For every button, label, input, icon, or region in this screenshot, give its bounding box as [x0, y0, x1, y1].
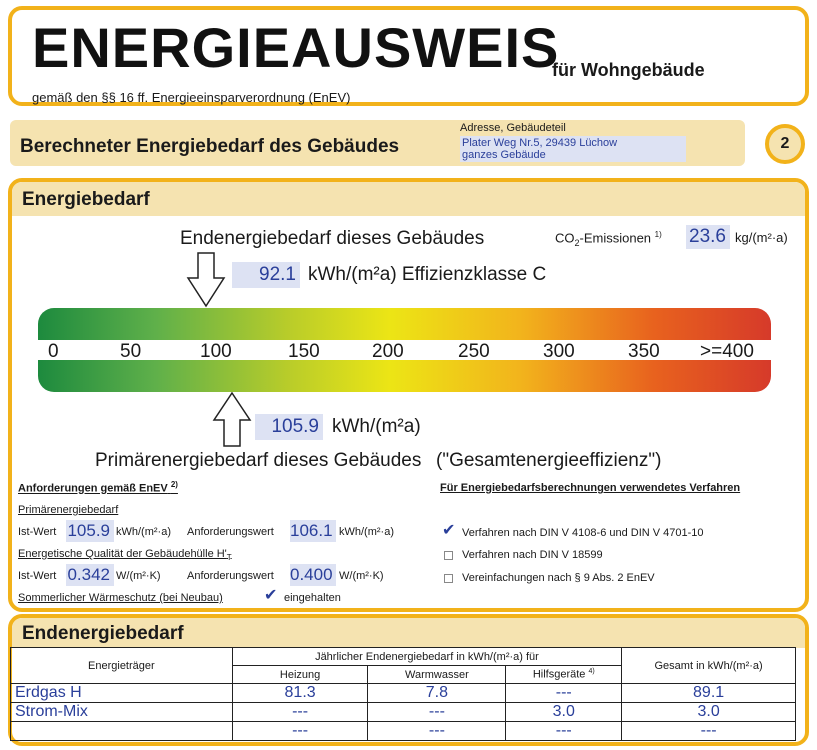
- summer-check-icon[interactable]: ✔: [264, 587, 278, 604]
- end-energy-value[interactable]: 92.1: [232, 262, 300, 288]
- primary-energy-value[interactable]: 105.9: [255, 414, 323, 440]
- ist2-label: Ist-Wert: [18, 570, 57, 582]
- document-subtitle: für Wohngebäude: [552, 60, 705, 80]
- cell-heizung[interactable]: 81.3: [232, 684, 368, 703]
- cell-name[interactable]: Erdgas H: [11, 684, 233, 703]
- end-energy-label: Endenergiebedarf dieses Gebäudes: [180, 228, 485, 249]
- method-3-checkbox[interactable]: [444, 574, 453, 583]
- cell-heizung[interactable]: ---: [232, 703, 368, 722]
- scale-tick: 250: [458, 341, 490, 362]
- primary-energy-label: Primärenergiebedarf dieses Gebäudes: [95, 450, 422, 471]
- efficiency-scale-bottom: [38, 360, 771, 392]
- cell-gesamt[interactable]: 3.0: [622, 703, 796, 722]
- anf2-label: Anforderungswert: [187, 570, 274, 582]
- summer-value: eingehalten: [284, 592, 341, 604]
- anf-label: Anforderungswert: [187, 526, 274, 538]
- cell-warmwasser[interactable]: 7.8: [368, 684, 506, 703]
- document-title: ENERGIEAUSWEIS: [32, 16, 560, 79]
- method-3-label: Vereinfachungen nach § 9 Abs. 2 EnEV: [462, 572, 655, 584]
- anf-unit: kWh/(m²·a): [339, 526, 394, 538]
- summer-sub: Sommerlicher Wärmeschutz (bei Neubau): [18, 592, 223, 604]
- cell-name[interactable]: [11, 722, 233, 741]
- address-line-2: ganzes Gebäude: [462, 149, 546, 161]
- ist2-value[interactable]: 0.342: [66, 564, 114, 586]
- co2-label: $CO_2$-Emissionen $^{1)}$: [555, 230, 662, 248]
- primary-energy-unit: kWh/(m²a): [332, 416, 421, 437]
- anf-value[interactable]: 106.1: [290, 520, 336, 542]
- cell-hilfs[interactable]: 3.0: [506, 703, 622, 722]
- address-line-1: Plater Weg Nr.5, 29439 Lüchow: [462, 137, 618, 149]
- col-hilfs: Hilfsgeräte $^{4)}$: [506, 666, 622, 684]
- method-2-label: Verfahren nach DIN V 18599: [462, 549, 603, 561]
- method-1-check-icon[interactable]: ✔: [442, 522, 456, 539]
- col-warmwasser: Warmwasser: [368, 666, 506, 684]
- header-box: [8, 6, 809, 106]
- endenergie-table: [10, 647, 796, 741]
- requirements-heading: Anforderungen gemäß EnEV $^{2)}$: [18, 480, 178, 495]
- method-2-checkbox[interactable]: [444, 551, 453, 560]
- cell-heizung[interactable]: ---: [232, 722, 368, 741]
- primary-energy-label-2: ("Gesamtenergieeffizienz"): [436, 450, 662, 471]
- cell-hilfs[interactable]: ---: [506, 684, 622, 703]
- cell-gesamt[interactable]: ---: [622, 722, 796, 741]
- scale-tick: 200: [372, 341, 404, 362]
- co2-unit: kg/(m²·a): [735, 230, 788, 245]
- scale-tick: >=400: [700, 341, 754, 362]
- quality-sub: Energetische Qualität der Gebäudehülle $H'_T$: [18, 548, 232, 563]
- methods-heading: Für Energiebedarfsberechnungen verwendetes Verfahren: [440, 482, 741, 494]
- ist-value[interactable]: 105.9: [66, 520, 114, 542]
- co2-value[interactable]: 23.6: [686, 225, 730, 249]
- section-title: Energiebedarf: [22, 189, 150, 210]
- address-field[interactable]: [460, 136, 686, 162]
- ist-unit: kWh/(m²·a): [116, 526, 171, 538]
- scale-tick: 50: [120, 341, 142, 362]
- ist-label: Ist-Wert: [18, 526, 57, 538]
- endenergie-title: Endenergiebedarf: [22, 623, 184, 644]
- table-row: [11, 684, 796, 703]
- scale-tick: 300: [543, 341, 575, 362]
- energiebedarf-header: [12, 182, 805, 216]
- cell-hilfs[interactable]: ---: [506, 722, 622, 741]
- method-1-label: Verfahren nach DIN V 4108-6 und DIN V 4701-10: [462, 527, 704, 539]
- anf2-unit: W/(m²·K): [339, 570, 384, 582]
- address-label: Adresse, Gebäudeteil: [460, 122, 566, 134]
- primary-energy-arrow-icon: [212, 392, 252, 448]
- end-energy-unit: kWh/(m²a) Effizienzklasse C: [308, 264, 547, 285]
- scale-tick: 350: [628, 341, 660, 362]
- scale-tick: 0: [48, 341, 59, 362]
- table-row: [11, 703, 796, 722]
- scale-tick: 100: [200, 341, 232, 362]
- col-traeger: Energieträger: [11, 648, 233, 684]
- cell-name[interactable]: Strom-Mix: [11, 703, 233, 722]
- endenergie-header: [12, 618, 805, 648]
- efficiency-scale-top: [38, 308, 771, 340]
- calc-bar: [10, 120, 745, 166]
- table-row: [11, 722, 796, 741]
- anf2-value[interactable]: 0.400: [290, 564, 336, 586]
- cell-gesamt[interactable]: 89.1: [622, 684, 796, 703]
- page-number-badge: 2: [765, 124, 805, 164]
- primary-energy-sub: Primärenergiebedarf: [18, 504, 119, 516]
- scale-tick: 150: [288, 341, 320, 362]
- calc-title: Berechneter Energiebedarf des Gebäudes: [20, 136, 400, 157]
- col-gesamt: Gesamt in kWh/(m²·a): [622, 648, 796, 684]
- cell-warmwasser[interactable]: ---: [368, 703, 506, 722]
- law-reference: gemäß den §§ 16 ff. Energieeinsparverordnung (EnEV): [32, 90, 351, 105]
- col-heizung: Heizung: [232, 666, 368, 684]
- cell-warmwasser[interactable]: ---: [368, 722, 506, 741]
- ist2-unit: W/(m²·K): [116, 570, 161, 582]
- end-energy-arrow-icon: [186, 252, 226, 308]
- col-group: Jährlicher Endenergiebedarf in kWh/(m²·a) für: [232, 648, 622, 666]
